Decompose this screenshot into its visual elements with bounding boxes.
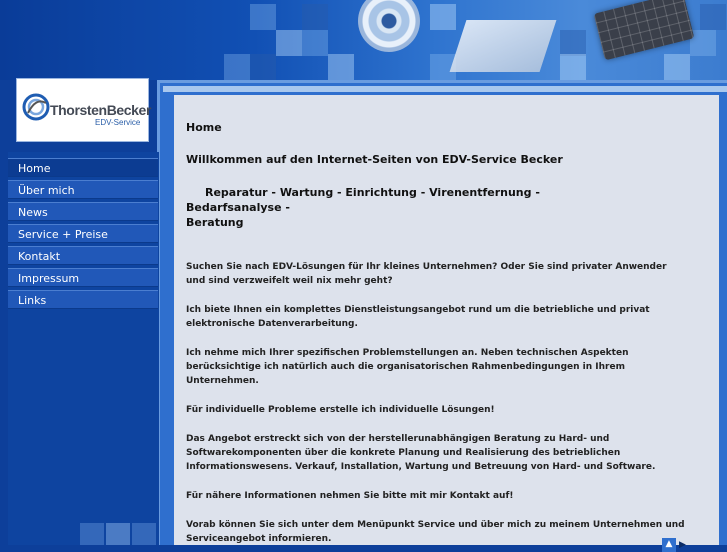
solutions-paragraph: Für individuelle Probleme erstelle ich individuelle Lösungen! — [186, 405, 495, 415]
welcome-heading: Willkommen auf den Internet-Seiten von EDV-Service Becker — [186, 153, 563, 166]
approach-paragraph: Ich nehme mich Ihrer spezifischen Problemstellungen an. Neben technischen Aspekten berücksichtige ich natürlich auch die organisatorischen Rahmenbedingungen in Ihrem Unternehmen. — [186, 348, 629, 386]
laptop-graphic — [450, 20, 557, 72]
services-text-1: Reparatur - Wartung - Einrichtung - Virenentfernung - — [205, 186, 540, 199]
contact-paragraph: Für nähere Informationen nehmen Sie bitte mit mir Kontakt auf! — [186, 491, 514, 501]
offer-paragraph: Ich biete Ihnen ein komplettes Dienstleistungsangebot rund um die betriebliche und privat elektronische Datenverarbeitung. — [186, 305, 650, 329]
services-text-2: Bedarfsanalyse - — [186, 201, 290, 214]
sidebar-decoration — [78, 523, 158, 545]
intro-paragraph: Suchen Sie nach EDV-Lösungen für Ihr kleines Unternehmen? Oder Sie sind privater Anwender und sind verzweifelt weil nix mehr geht? — [186, 262, 667, 286]
nav-item-impressum[interactable]: Impressum — [8, 268, 158, 287]
nav-item-home[interactable]: Home — [8, 158, 158, 177]
content-frame-edge — [163, 86, 727, 92]
calculator-graphic — [594, 0, 695, 60]
nav-item-service-preise[interactable]: Service + Preise — [8, 224, 158, 243]
main-navigation — [8, 158, 158, 312]
logo-subtitle: EDV-Service — [95, 118, 141, 127]
nav-item-news[interactable]: News — [8, 202, 158, 221]
arrow-right-icon[interactable]: ▶ — [679, 540, 686, 550]
logo-swirl-icon — [22, 93, 50, 121]
main-content — [174, 95, 719, 545]
header-banner — [0, 0, 727, 80]
services-line — [186, 185, 686, 230]
page-title: Home — [186, 121, 222, 134]
scope-paragraph: Das Angebot erstreckt sich von der herstellerunabhängigen Beratung zu Hard- und Softwarekomponenten über die konkrete Planung und Realisierung des betrieblichen Informationswesens. Verkauf, Installation, Wartung und Betreuung von Hard- und Software. — [186, 434, 656, 472]
nav-item-ueber-mich[interactable]: Über mich — [8, 180, 158, 199]
logo-name: ThorstenBecker — [50, 102, 151, 118]
nav-item-kontakt[interactable]: Kontakt — [8, 246, 158, 265]
menu-hint-paragraph: Vorab können Sie sich unter dem Menüpunkt Service und über mich zu meinem Unternehmen und Serviceangebot informieren. — [186, 520, 685, 544]
services-text-3: Beratung — [186, 216, 244, 229]
arrow-up-icon[interactable]: ▲ — [662, 538, 676, 552]
nav-item-links[interactable]: Links — [8, 290, 158, 309]
cd-disc-graphic — [358, 0, 420, 52]
logo[interactable] — [16, 78, 149, 142]
